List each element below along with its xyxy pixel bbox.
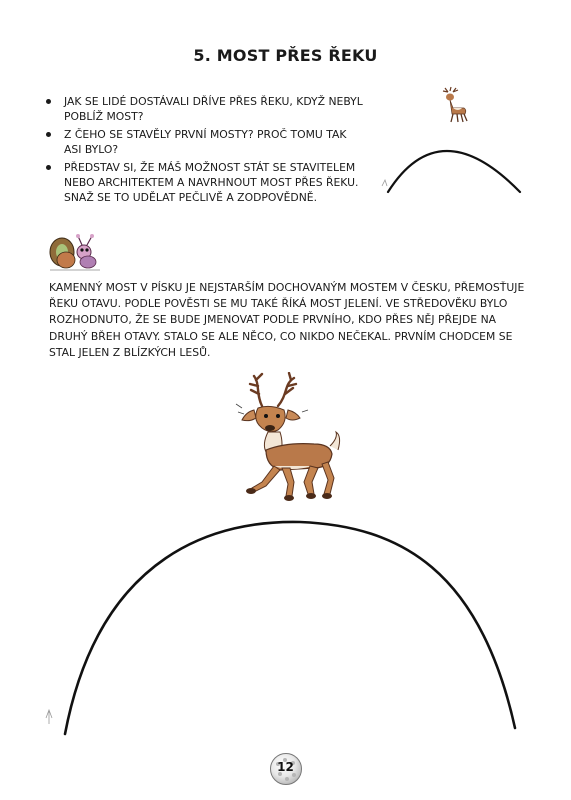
small-arch-icon [378,118,528,198]
deer-illustration [232,372,344,504]
page-number-badge [270,753,302,783]
question-list [44,94,364,208]
story-paragraph: KAMENNÝ MOST V PÍSKU JE NEJSTARŠÍM DOCHOVANÝM MOSTEM V ČESKU, PŘEMOSŤUJE ŘEKU OTAVU. PODLE POVĚSTI SE MU TAKÉ ŘÍKÁ MOST JELENÍ. VE STŘEDOVĚKU BYLO ROZHODNUTO, ŽE SE BUDE JMENOVAT PODLE PRVNÍHO, KDO PŘES NĚJ PŘEJDE NA DRUHÝ BŘEH OTAVY. STALO SE ALE NĚCO, CO NIKDO NEČEKAL. PRVNÍM CHODCEM SE STAL JELEN Z BLÍZKÝCH LESŮ. [49,281,525,359]
question-item: Z ČEHO SE STAVĚLY PRVNÍ MOSTY? PROČ TOMU TAK ASI BYLO? [44,127,364,157]
large-arch-line [40,510,540,750]
page-number: 12 [277,760,294,774]
page-title: 5. MOST PŘES ŘEKU [193,46,378,65]
question-item: JAK SE LIDÉ DOSTÁVALI DŘÍVE PŘES ŘEKU, KDYŽ NEBYL POBLÍŽ MOST? [44,94,364,124]
butterfly-bug-illustration [44,230,108,276]
small-deer-icon [438,86,470,126]
question-item: PŘEDSTAV SI, ŽE MÁŠ MOŽNOST STÁT SE STAVITELEM NEBO ARCHITEKTEM A NAVRHNOUT MOST PŘES ŘEKU. SNAŽ SE TO UDĚLAT PEČLIVĚ A ZODPOVĚDNĚ. [44,160,364,205]
